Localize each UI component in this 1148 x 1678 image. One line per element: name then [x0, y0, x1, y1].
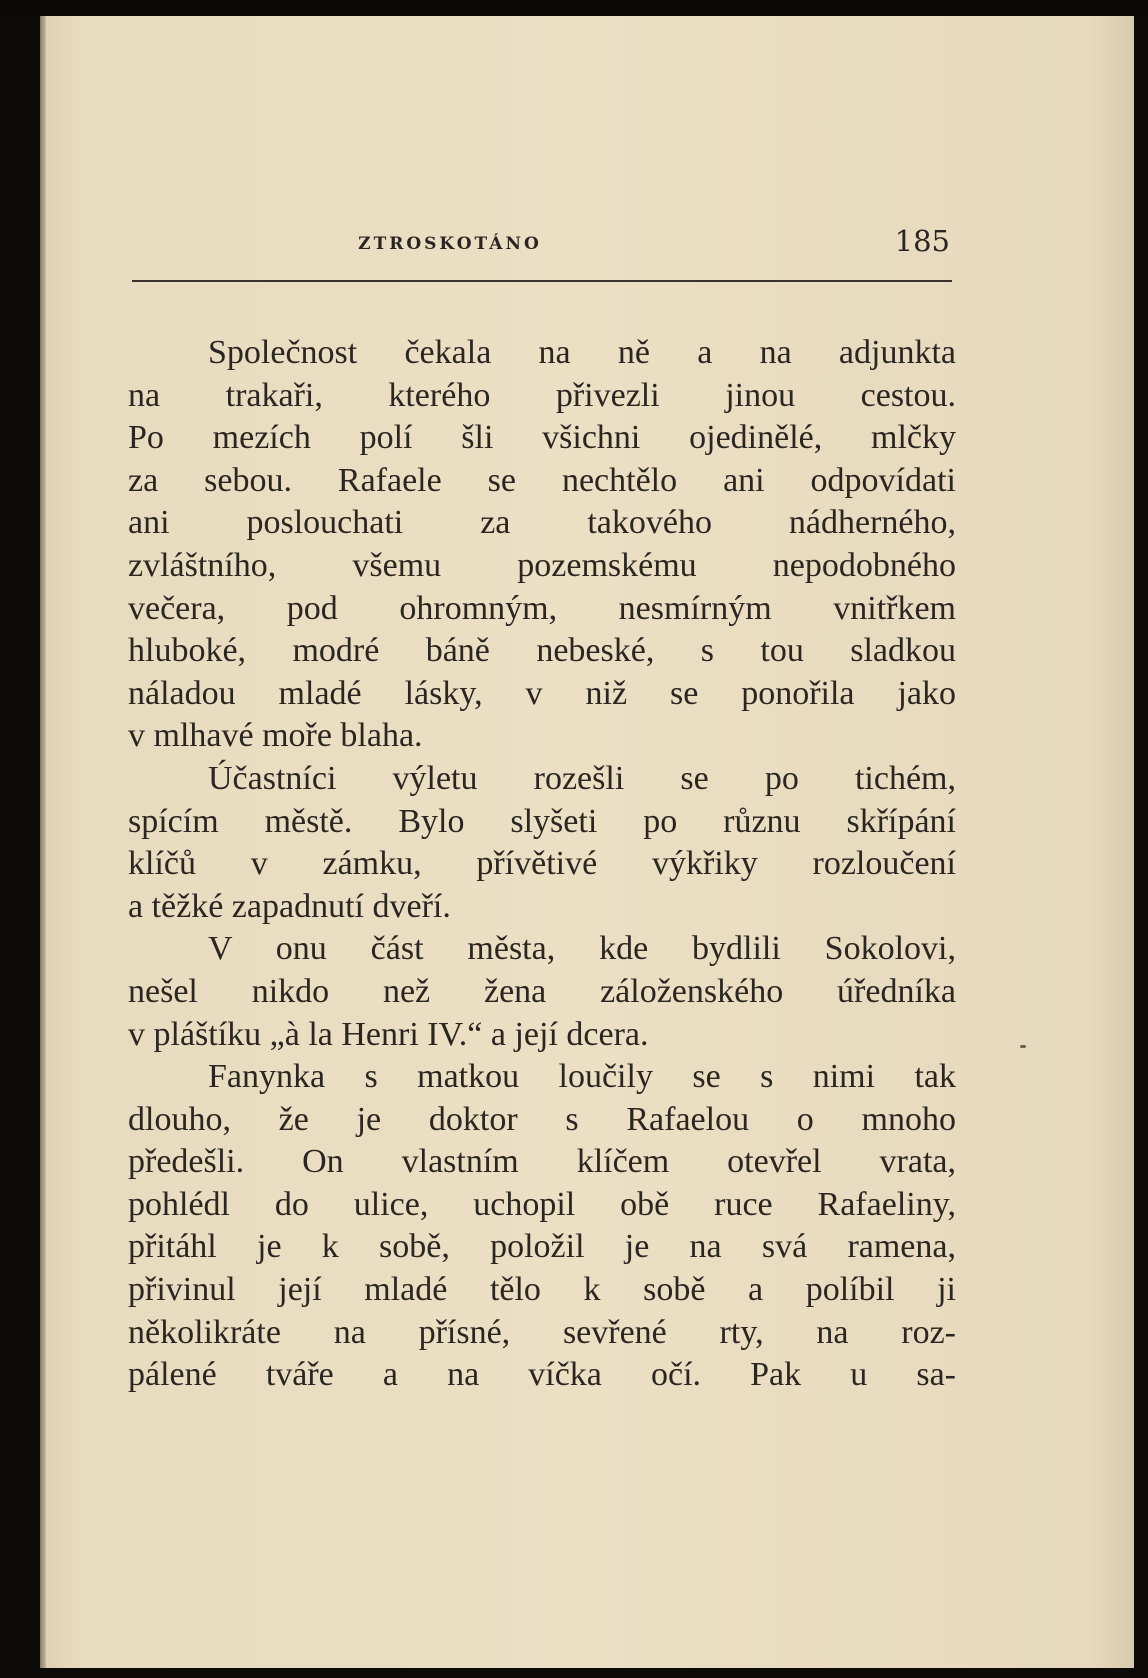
page-gutter	[40, 16, 46, 1668]
text-line: nešel nikdo než žena záloženského úředníka	[128, 972, 956, 1010]
scan-top-edge	[0, 0, 1148, 16]
text-line: zvláštního, všemu pozemskému nepodobného	[128, 546, 956, 584]
text-line: v pláštíku „à la Henri IV.“ a její dcera.	[128, 1015, 649, 1053]
text-line: Po mezích polí šli všichni ojedinělé, mlčky	[128, 419, 956, 457]
text-line: pálené tváře a na víčka očí. Pak u sa-	[128, 1356, 956, 1394]
text-line: V onu část města, kde bydlili Sokolovi,	[208, 930, 956, 968]
text-line: Fanynka s matkou loučily se s nimi tak	[208, 1058, 956, 1096]
text-line: klíčů v zámku, přívětivé výkřiky rozloučení	[128, 845, 956, 883]
text-line: spícím městě. Bylo slyšeti po různu skřípání	[128, 802, 956, 840]
text-line: a těžké zapadnutí dveří.	[128, 887, 451, 925]
text-line: na trakaři, kterého přivezli jinou cestou.	[128, 376, 956, 414]
text-line: ani poslouchati za takového nádherného,	[128, 504, 956, 542]
running-title: ZTROSKOTÁNO	[358, 234, 542, 254]
text-line: Společnost čekala na ně a na adjunkta	[208, 334, 956, 371]
text-line: za sebou. Rafaele se nechtělo ani odpovídati	[128, 461, 956, 499]
text-line: náladou mladé lásky, v niž se ponořila jako	[128, 674, 956, 712]
header-rule	[132, 280, 952, 282]
text-line: několikráte na přísné, sevřené rty, na roz-	[128, 1313, 956, 1351]
running-head	[130, 222, 950, 262]
text-line: v mlhavé moře blaha.	[128, 717, 423, 755]
page-number: 185	[894, 224, 950, 258]
text-line: dlouho, že je doktor s Rafaelou o mnoho	[128, 1100, 956, 1138]
body-text	[128, 332, 956, 1397]
text-line: předešli. On vlastním klíčem otevřel vrata,	[128, 1143, 956, 1181]
text-line: Účastníci výletu rozešli se po tichém,	[208, 759, 956, 797]
text-line: přitáhl je k sobě, položil je na svá ramena,	[128, 1228, 956, 1266]
text-line: hluboké, modré báně nebeské, s tou sladkou	[128, 632, 956, 670]
text-line: večera, pod ohromným, nesmírným vnitřkem	[128, 589, 956, 627]
text-line: přivinul její mladé tělo k sobě a políbil ji	[128, 1271, 956, 1309]
text-line: pohlédl do ulice, uchopil obě ruce Rafaeliny,	[128, 1185, 956, 1223]
paper-speck	[1020, 1045, 1026, 1048]
